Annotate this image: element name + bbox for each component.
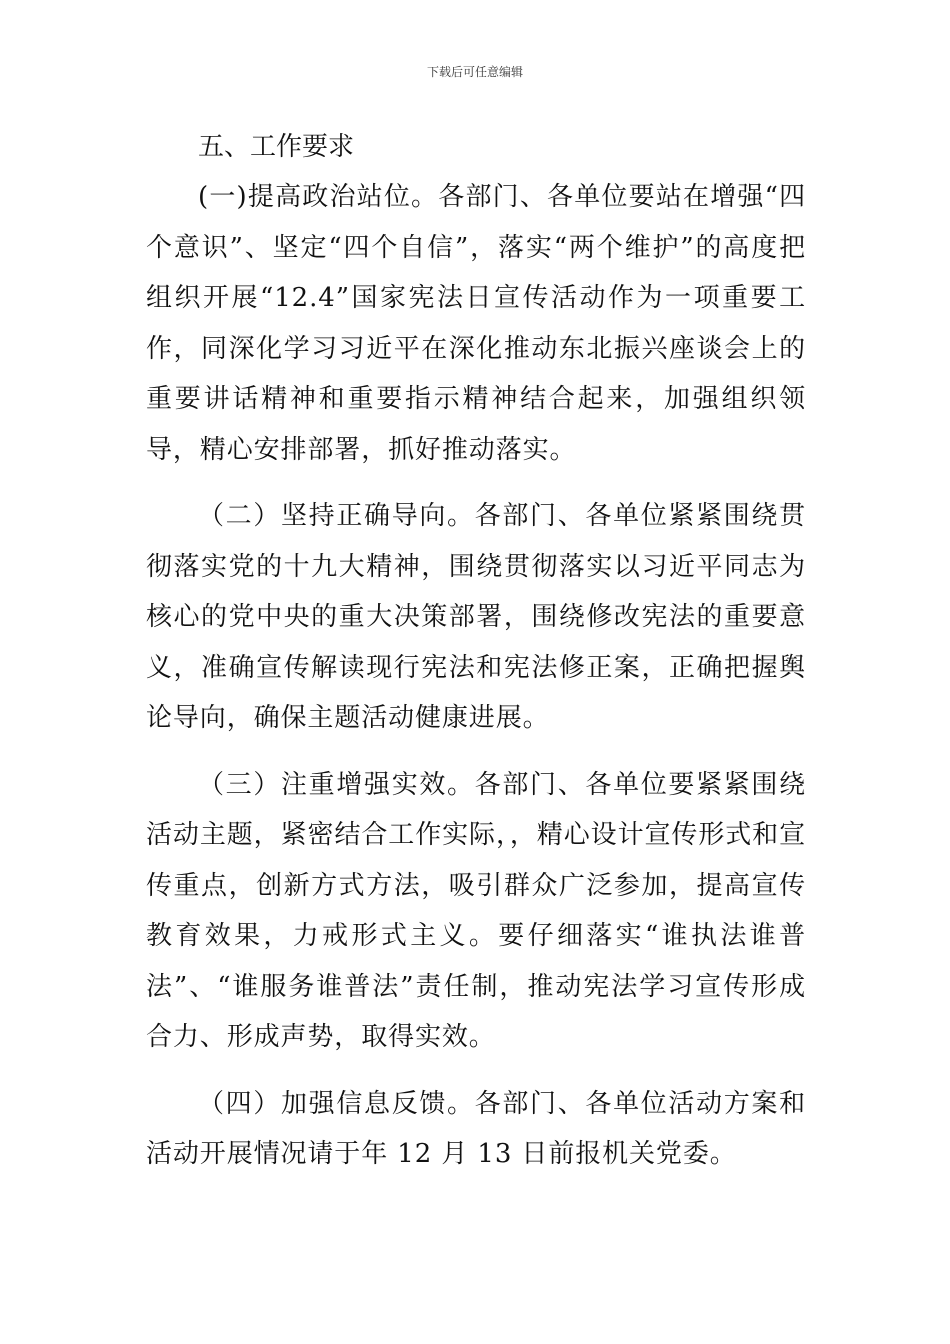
paragraph-4: （四）加强信息反馈。各部门、各单位活动方案和活动开展情况请于年 12 月 13 日前报机关党委。 bbox=[146, 1088, 806, 1169]
paragraph-3: （三）注重增强实效。各部门、各单位要紧紧围绕活动主题，紧密结合工作实际，，精心设计宣传形式和宣传重点，创新方式方法，吸引群众广泛参加，提高宣传教育效果，力戒形式主义。要仔细落实“谁执法谁普法”、“谁服务谁普法”责任制，推动宪法学习宣传形成合力、形成声势，取得实效。 bbox=[146, 769, 806, 1052]
paragraph-1: (一)提高政治站位。各部门、各单位要站在增强“四个意识”、坚定“四个自信”，落实“两个维护”的高度把组织开展“12.4”国家宪法日宣传活动作为一项重要工作，同深化学习习近平在深化推动东北振兴座谈会上的重要讲话精神和重要指示精神结合起来，加强组织领导，精心安排部署，抓好推动落实。 bbox=[146, 182, 806, 465]
page-header-note: 下载后可任意编辑 bbox=[426, 65, 523, 79]
document-body bbox=[146, 122, 806, 1180]
paragraph-2: （二）坚持正确导向。各部门、各单位紧紧围绕贯彻落实党的十九大精神，围绕贯彻落实以习近平同志为核心的党中央的重大决策部署，围绕修改宪法的重要意义，准确宣传解读现行宪法和宪法修正案，正确把握舆论导向，确保主题活动健康进展。 bbox=[146, 501, 806, 733]
section-heading: 五、工作要求 bbox=[198, 132, 355, 162]
